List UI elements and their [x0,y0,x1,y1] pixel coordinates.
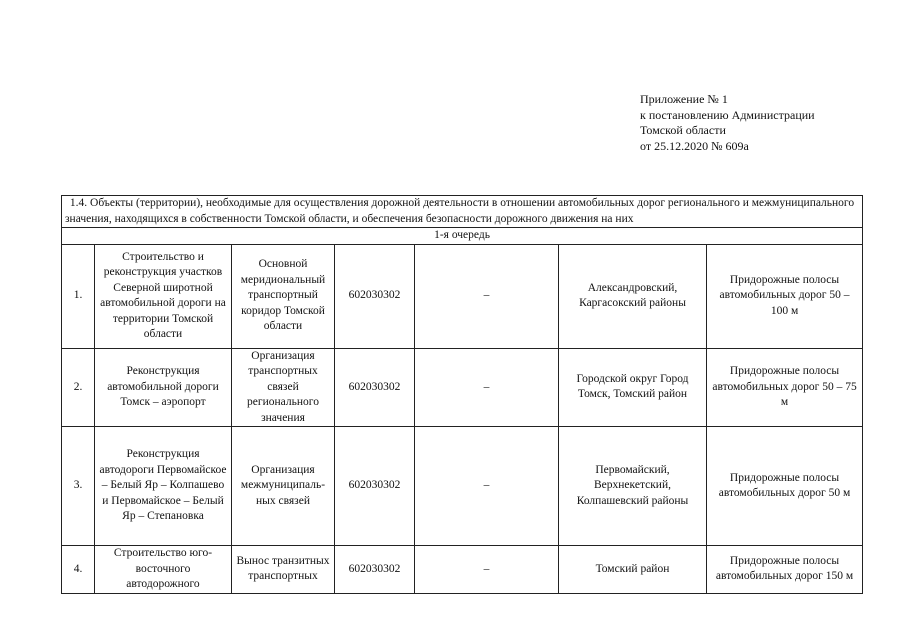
appendix-title: Приложение № 1 [640,92,728,106]
object-zone: Придорожные полосы автомобильных дорог 50 – 75 м [707,348,863,427]
object-name: Строительство и реконструкция участков Северной широтной автомобильной дороги на территории Томской области [95,244,232,348]
object-location: Томский район [559,546,707,594]
object-name: Реконструкция автодороги Первомайское – Белый Яр – Колпашево и Первомайское – Белый Яр – Степановка [95,427,232,546]
row-number: 3. [62,427,95,546]
object-zone: Придорожные полосы автомобильных дорог 50 – 100 м [707,244,863,348]
object-code: 602030302 [335,546,415,594]
object-purpose: Основной меридиональный транспортный коридор Томской области [232,244,335,348]
object-location: Первомайский, Верхнекетский, Колпашевский районы [559,427,707,546]
objects-table [61,195,863,594]
queue-label: 1-я очередь [62,228,863,245]
object-location: Городской округ Город Томск, Томский район [559,348,707,427]
appendix-ref: к постановлению Администрации [640,107,815,122]
object-name: Реконструкция автомобильной дороги Томск – аэропорт [95,348,232,427]
object-dash: – [415,546,559,594]
table-row [62,427,863,546]
object-code: 602030302 [335,244,415,348]
table-row [62,244,863,348]
object-zone: Придорожные полосы автомобильных дорог 150 м [707,546,863,594]
object-name: Строительство юго-восточного автодорожного [95,546,232,594]
appendix-authority: Томской области [640,123,726,137]
object-code: 602030302 [335,348,415,427]
object-dash: – [415,427,559,546]
section-header-row [62,196,863,228]
row-number: 2. [62,348,95,427]
object-purpose: Организация межмуниципаль-ных связей [232,427,335,546]
table-row [62,546,863,594]
row-number: 1. [62,244,95,348]
object-purpose: Организация транспортных связей регионального значения [232,348,335,427]
object-zone: Придорожные полосы автомобильных дорог 50 м [707,427,863,546]
object-purpose: Вынос транзитных транспортных [232,546,335,594]
object-code: 602030302 [335,427,415,546]
object-location: Александровский, Каргасокский районы [559,244,707,348]
queue-row [62,228,863,245]
row-number: 4. [62,546,95,594]
appendix-date: от 25.12.2020 № 609а [640,138,749,153]
object-dash: – [415,244,559,348]
object-dash: – [415,348,559,427]
table-row [62,348,863,427]
section-header: 1.4. Объекты (территории), необходимые для осуществления дорожной деятельности в отношении автомобильных дорог регионального и межмуниципального значения, находящихся в собственности Томской области, и обеспечения безопасности дорожного движения на них [62,196,863,228]
